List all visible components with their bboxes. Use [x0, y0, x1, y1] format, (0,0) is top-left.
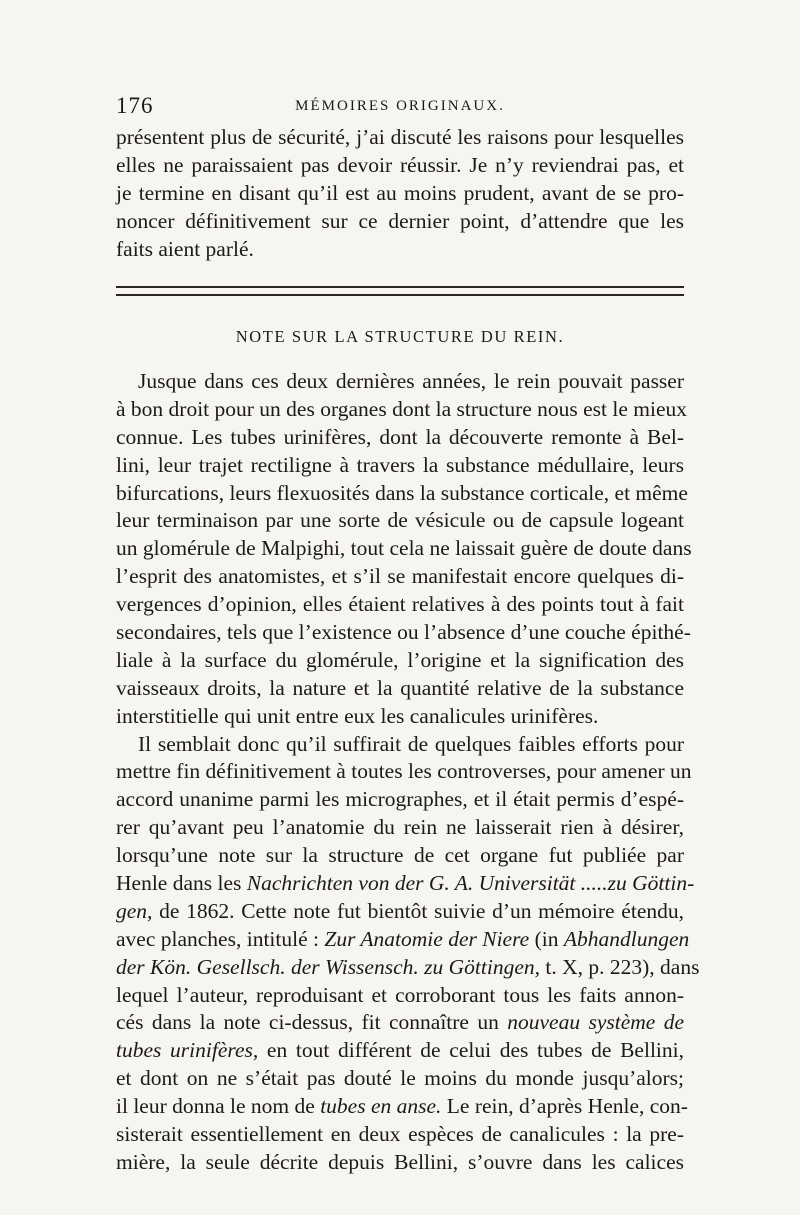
- publication-title: Abhandlungen: [563, 926, 690, 951]
- text-line: sisterait essentiellement en deux espèces de canalicules : la pre-: [116, 1122, 684, 1147]
- text-line: présentent plus de sécurité, j’ai discuté les raisons pour lesquelles: [116, 125, 684, 149]
- text-run: Le rein, d’après Henle, con-: [441, 1094, 688, 1119]
- text-line: lini, leur trajet rectiligne à travers la substance médullaire, leurs: [116, 452, 684, 477]
- text-line: à bon droit pour un des organes dont la structure nous est le mieux: [116, 396, 688, 421]
- text-run: en tout différent de celui des tubes de Bellini,: [258, 1038, 684, 1063]
- text-line: secondaires, tels que l’existence ou l’absence d’une couche épithé-: [116, 620, 691, 645]
- text-run: t. X, p. 223), dans: [540, 954, 700, 979]
- text-run: cés dans la note ci-dessus, fit connaître un: [116, 1010, 508, 1035]
- text-line: mettre fin définitivement à toutes les controverses, pour amener un: [116, 759, 692, 784]
- section-title: NOTE SUR LA STRUCTURE DU REIN.: [235, 327, 565, 346]
- journal-title: Nachrichten von der G. A. Universität .....zu Göttin-: [246, 871, 695, 896]
- journal-title-end: gen,: [116, 898, 153, 923]
- text-line: l’esprit des anatomistes, et s’il se manifestait encore quelques di-: [116, 564, 684, 589]
- text-line: Jusque dans ces deux dernières années, le rein pouvait passer: [138, 369, 684, 393]
- text-line: connue. Les tubes urinifères, dont la découverte remonte à Bel-: [116, 424, 684, 449]
- text-line: [116, 1093, 688, 1121]
- text-line: noncer définitivement sur ce dernier point, d’attendre que les: [116, 208, 684, 233]
- emphasis: tubes en anse.: [320, 1094, 442, 1119]
- text-run: avec planches, intitulé :: [116, 926, 325, 951]
- text-run: (in: [529, 926, 564, 951]
- text-run: Henle dans les: [116, 871, 247, 896]
- text-line: interstitielle qui unit entre eux les canalicules urinifères.: [116, 703, 599, 728]
- section-divider: [116, 286, 684, 296]
- text-line: rer qu’avant peu l’anatomie du rein ne laisserait rien à désirer,: [116, 815, 684, 840]
- publication-title-end: der Kön. Gesellsch. der Wissensch. zu Göttingen,: [116, 954, 540, 979]
- text-line: [116, 870, 695, 898]
- text-line: je termine en disant qu’il est au moins prudent, avant de se pro-: [116, 180, 684, 205]
- text-run: il leur donna le nom de: [116, 1094, 321, 1119]
- text-line: faits aient parlé.: [116, 236, 254, 261]
- text-line: lequel l’auteur, reproduisant et corroborant tous les faits annon-: [116, 982, 684, 1007]
- text-line: Il semblait donc qu’il suffirait de quelques faibles efforts pour: [138, 731, 684, 756]
- page-number: 176: [116, 93, 154, 118]
- text-line: elles ne paraissaient pas devoir réussir. Je n’y reviendrai pas, et: [116, 152, 684, 177]
- text-line: [116, 926, 690, 954]
- text-line: vergences d’opinion, elles étaient relatives à des points tout à fait: [116, 592, 684, 617]
- text-line: vaisseaux droits, la nature et la quantité relative de la substance: [116, 675, 684, 700]
- text-line: un glomérule de Malpighi, tout cela ne laissait guère de doute dans: [116, 536, 692, 561]
- emphasis: tubes urinifères,: [116, 1038, 259, 1063]
- text-line: lorsqu’une note sur la structure de cet organe fut publiée par: [116, 843, 684, 868]
- text-line: [116, 954, 700, 982]
- text-line: [116, 1037, 684, 1065]
- page-header: [116, 93, 684, 121]
- text-line: bifurcations, leurs flexuosités dans la substance corticale, et même: [116, 480, 688, 505]
- text-line: mière, la seule décrite depuis Bellini, s’ouvre dans les calices: [116, 1149, 684, 1174]
- main-text: [116, 368, 700, 1177]
- intro-paragraph: [116, 124, 684, 263]
- text-line: liale à la surface du glomérule, l’origine et la signification des: [116, 647, 684, 672]
- text-line: et dont on ne s’était pas douté le moins du monde jusqu’alors;: [116, 1066, 684, 1091]
- text-run: de 1862. Cette note fut bientôt suivie d’un mémoire étendu,: [152, 898, 684, 923]
- memoir-title: Zur Anatomie der Niere: [324, 926, 530, 951]
- text-line: leur terminaison par une sorte de vésicule ou de capsule logeant: [116, 508, 684, 533]
- emphasis: nouveau système de: [507, 1010, 684, 1035]
- text-line: [116, 898, 684, 926]
- text-line: [116, 1009, 684, 1037]
- text-line: accord unanime parmi les micrographes, et il était permis d’espé-: [116, 787, 684, 812]
- running-title: MÉMOIRES ORIGINAUX.: [295, 98, 505, 114]
